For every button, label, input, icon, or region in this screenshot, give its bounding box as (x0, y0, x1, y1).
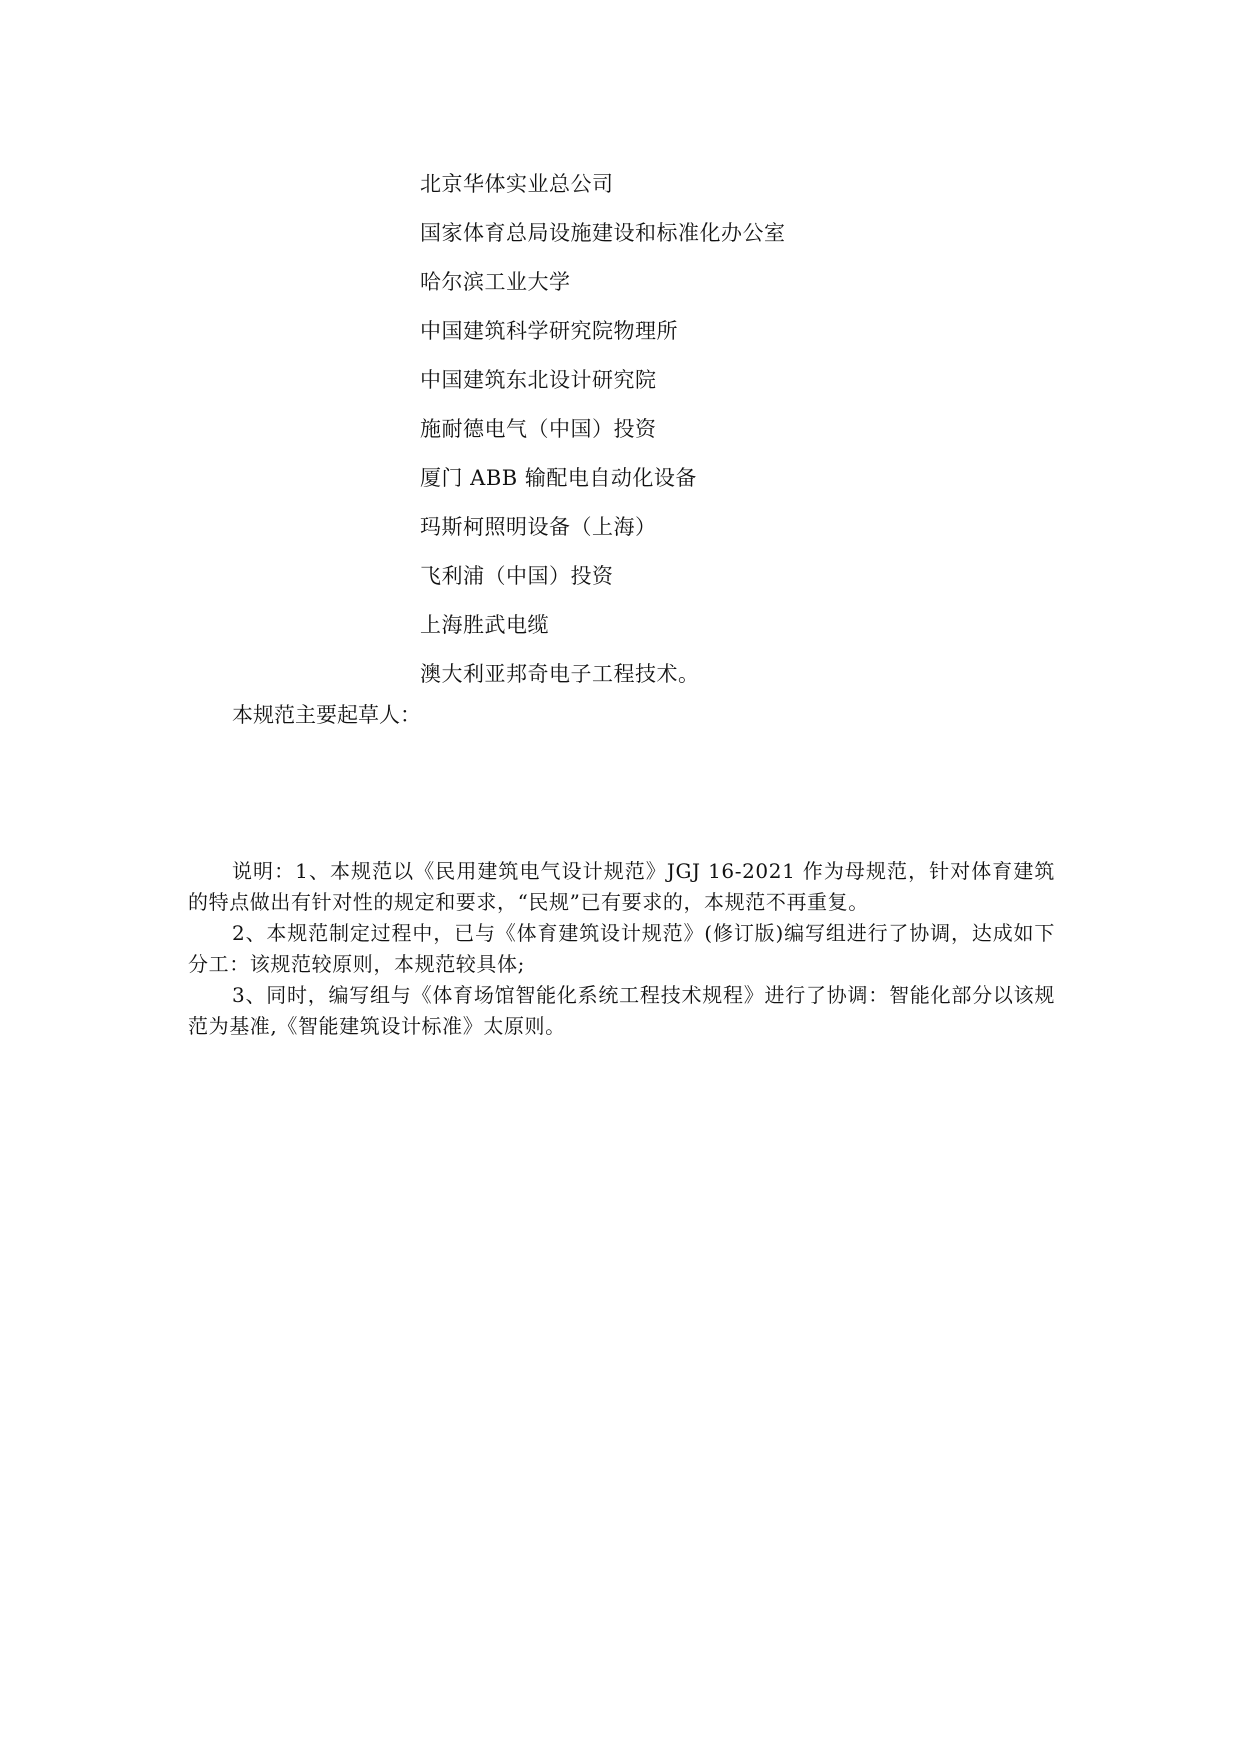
organization-item: 北京华体实业总公司 (420, 172, 614, 196)
note-paragraph: 说明：1、本规范以《民用建筑电气设计规范》JGJ 16-2021 作为母规范，针对体育建筑的特点做出有针对性的规定和要求，“民规”已有要求的，本规范不再重复。 (188, 859, 1055, 914)
drafting-organizations-list (420, 160, 786, 699)
note-paragraph: 3、同时，编写组与《体育场馆智能化系统工程技术规程》进行了协调：智能化部分以该规范为基准,《智能建筑设计标准》太原则。 (188, 983, 1055, 1038)
organization-item: 上海胜武电缆 (420, 613, 549, 637)
organization-item: 飞利浦（中国）投资 (420, 564, 614, 588)
organization-item: 国家体育总局设施建设和标准化办公室 (420, 221, 786, 245)
organization-item: 澳大利亚邦奇电子工程技术。 (420, 662, 700, 686)
organization-item: 中国建筑东北设计研究院 (420, 368, 657, 392)
note-paragraph: 2、本规范制定过程中，已与《体育建筑设计规范》(修订版)编写组进行了协调，达成如下分工：该规范较原则，本规范较具体; (188, 921, 1055, 976)
notes-section (188, 856, 1055, 1042)
organization-item: 玛斯柯照明设备（上海） (420, 515, 657, 539)
organization-item: 厦门 ABB 输配电自动化设备 (420, 466, 697, 490)
organization-item: 哈尔滨工业大学 (420, 270, 571, 294)
organization-item: 施耐德电气（中国）投资 (420, 417, 657, 441)
main-drafters-label: 本规范主要起草人： (232, 703, 421, 727)
organization-item: 中国建筑科学研究院物理所 (420, 319, 678, 343)
